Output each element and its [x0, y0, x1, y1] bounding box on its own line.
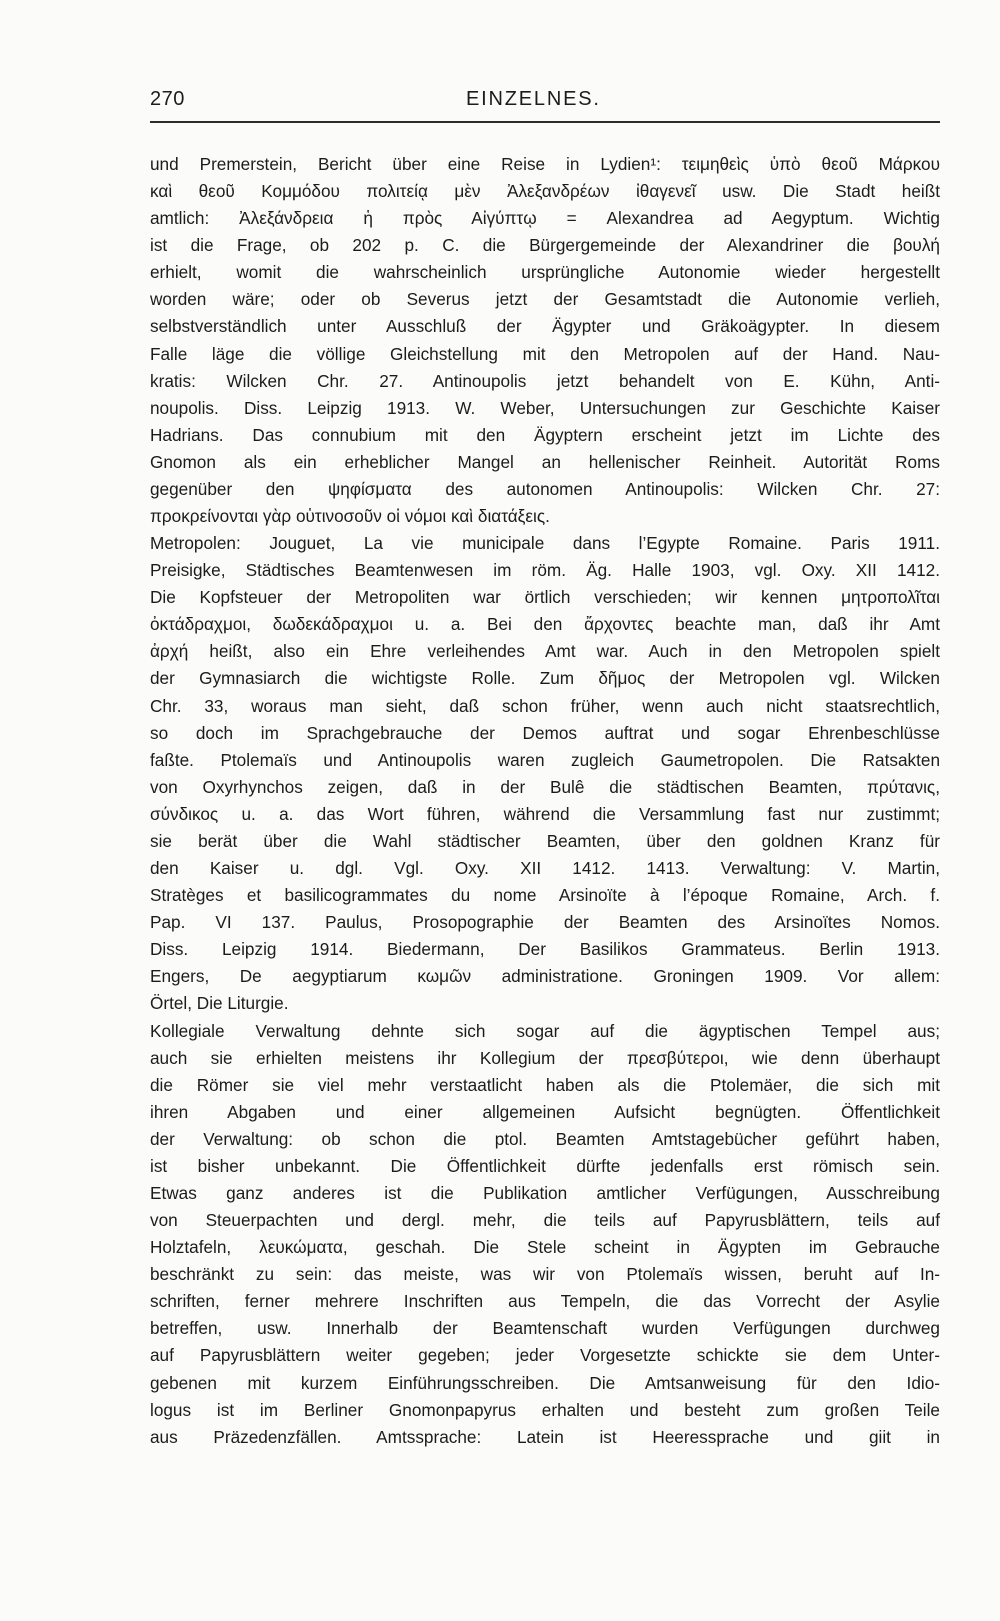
text-line: Pap. VI 137. Paulus, Prosopographie der Beamten des Arsinoïtes Nomos.: [150, 912, 940, 933]
page-number: 270: [150, 88, 185, 110]
text-line: ὀκτάδραχμοι, δωδεκάδραχμοι u. a. Bei den ἄρχοντες beachte man, daß ihr Amt: [150, 614, 940, 635]
text-line: schriften, ferner mehrere Inschriften aus Tempeln, die das Vorrecht der Asylie: [150, 1291, 940, 1312]
text-line: kratis: Wilcken Chr. 27. Antinoupolis jetzt behandelt von E. Kühn, Anti-: [150, 370, 940, 391]
text-line: noupolis. Diss. Leipzig 1913. W. Weber, Untersuchungen zur Geschichte Kaiser: [150, 397, 940, 418]
text-line: Kollegiale Verwaltung dehnte sich sogar auf die ägyptischen Tempel aus;: [150, 1020, 940, 1041]
text-line: und Premerstein, Bericht über eine Reise in Lydien¹: τειμηθεὶς ὑπὸ θεοῦ Μάρκου: [150, 154, 940, 174]
text-line: Die Kopfsteuer der Metropoliten war örtlich verschieden; wir kennen μητροπολῖται: [150, 587, 940, 608]
text-line: der Gymnasiarch die wichtigste Rolle. Zum δῆμος der Metropolen vgl. Wilcken: [150, 668, 940, 689]
header-rule: [150, 121, 940, 123]
text-line: aus Präzedenzfällen. Amtssprache: Latein ist Heeressprache und giit in: [150, 1426, 940, 1447]
text-line: beschränkt zu sein: das meiste, was wir von Ptolemaïs wissen, beruht auf In-: [150, 1264, 940, 1285]
text-line: Preisigke, Städtisches Beamtenwesen im röm. Äg. Halle 1903, vgl. Oxy. XII 1412.: [150, 560, 940, 581]
text-line: καὶ θεοῦ Κομμόδου πολιτείᾳ μὲν Ἀλεξανδρέων ἰθαγενεῖ usw. Die Stadt heißt: [150, 181, 940, 202]
text-line: von Steuerpachten und dergl. mehr, die teils auf Papyrusblättern, teils auf: [150, 1210, 940, 1231]
text-line: gegenüber den ψηφίσματα des autonomen Antinoupolis: Wilcken Chr. 27:: [150, 478, 940, 499]
text-line: σύνδικος u. a. das Wort führen, während die Versammlung fast nur zustimmt;: [150, 803, 940, 824]
text-line: sie berät über die Wahl städtischer Beamten, über den goldnen Kranz für: [150, 830, 940, 851]
text-line: Gnomon als ein erheblicher Mangel an hellenischer Reinheit. Autorität Roms: [150, 451, 940, 472]
text-line: Chr. 33, woraus man sieht, daß schon früher, wenn auch nicht staatsrechtlich,: [150, 695, 940, 716]
text-line: der Verwaltung: ob schon die ptol. Beamten Amtstagebücher geführt haben,: [150, 1128, 940, 1149]
text-line: so doch im Sprachgebrauche der Demos auftrat und sogar Ehrenbeschlüsse: [150, 722, 940, 743]
text-line: Holztafeln, λευκώματα, geschah. Die Stele scheint in Ägypten im Gebrauche: [150, 1237, 940, 1258]
text-line: Örtel, Die Liturgie.: [150, 993, 289, 1014]
text-line: erhielt, womit die wahrscheinlich ursprüngliche Autonomie wieder hergestellt: [150, 262, 940, 283]
text-line: logus ist im Berliner Gnomonpapyrus erhalten und besteht zum großen Teile: [150, 1399, 940, 1420]
text-line: auch sie erhielten meistens ihr Kollegium der πρεσβύτεροι, wie denn überhaupt: [150, 1047, 940, 1068]
text-line: selbstverständlich unter Ausschluß der Ägypter und Gräkoägypter. In diesem: [150, 316, 940, 337]
text-line: Falle läge die völlige Gleichstellung mit den Metropolen auf der Hand. Nau-: [150, 343, 940, 364]
text-line: faßte. Ptolemaïs und Antinoupolis waren zugleich Gaumetropolen. Die Ratsakten: [150, 749, 940, 770]
text-line: amtlich: Ἀλεξάνδρεια ἡ πρὸς Αἰγύπτῳ = Alexandrea ad Aegyptum. Wichtig: [150, 208, 940, 229]
text-line: den Kaiser u. dgl. Vgl. Oxy. XII 1412. 1413. Verwaltung: V. Martin,: [150, 858, 940, 879]
text-line: προκρείνονται γὰρ οὑτινοσοῦν οἱ νόμοι καὶ διατάξεις.: [150, 506, 550, 527]
body-text: [150, 151, 940, 1451]
text-line: ἀρχή heißt, also ein Ehre verleihendes Amt war. Auch in den Metropolen spielt: [150, 641, 940, 662]
text-line: von Oxyrhynchos zeigen, daß in der Bulê die städtischen Beamten, πρύτανις,: [150, 776, 940, 797]
text-line: auf Papyrusblättern weiter gegeben; jeder Vorgesetzte schickte sie dem Unter-: [150, 1345, 940, 1366]
text-line: gebenen mit kurzem Einführungsschreiben. Die Amtsanweisung für den Idio-: [150, 1372, 940, 1393]
text-line: Engers, De aegyptiarum κωμῶν administratione. Groningen 1909. Vor allem:: [150, 966, 940, 987]
text-line: die Römer sie viel mehr verstaatlicht haben als die Ptolemäer, die sich mit: [150, 1074, 940, 1095]
text-line: betreffen, usw. Innerhalb der Beamtenschaft wurden Verfügungen durchweg: [150, 1318, 940, 1339]
text-line: Diss. Leipzig 1914. Biedermann, Der Basilikos Grammateus. Berlin 1913.: [150, 939, 940, 960]
text-line: Etwas ganz anderes ist die Publikation amtlicher Verfügungen, Ausschreibung: [150, 1182, 940, 1203]
text-line: ist bisher unbekannt. Die Öffentlichkeit dürfte jedenfalls erst römisch sein.: [150, 1155, 940, 1176]
running-head: EINZELNES.: [466, 88, 601, 110]
text-line: ihren Abgaben und einer allgemeinen Aufsicht begnügten. Öffentlichkeit: [150, 1101, 940, 1122]
text-line: Stratèges et basilicogrammates du nome Arsinoïte à l’époque Romaine, Arch. f.: [150, 885, 940, 906]
text-line: Hadrians. Das connubium mit den Ägyptern erscheint jetzt im Lichte des: [150, 424, 940, 445]
text-line: worden wäre; oder ob Severus jetzt der Gesamtstadt die Autonomie verlieh,: [150, 289, 940, 310]
text-line: ist die Frage, ob 202 p. C. die Bürgergemeinde der Alexandriner die βουλή: [150, 235, 940, 256]
text-line: Metropolen: Jouguet, La vie municipale dans l’Egypte Romaine. Paris 1911.: [150, 533, 940, 554]
